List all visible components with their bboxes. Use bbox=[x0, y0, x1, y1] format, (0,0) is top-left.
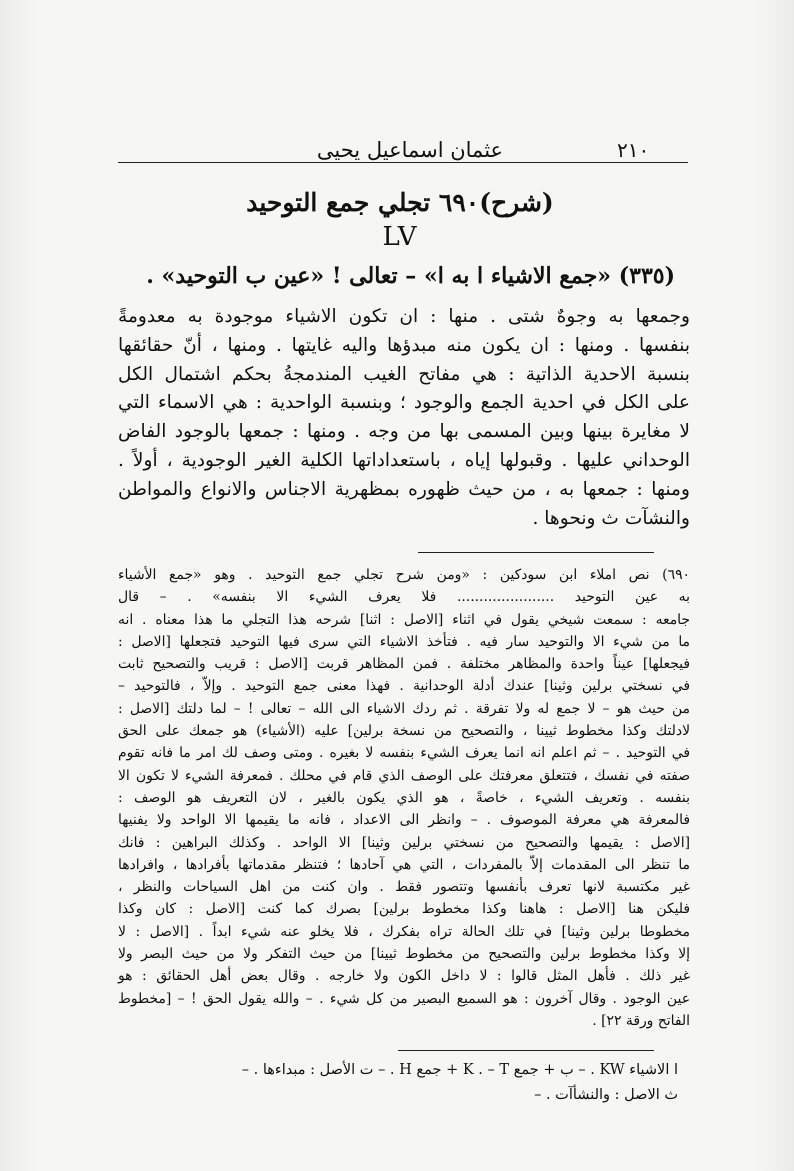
main-line: بنفسها . ومنها : ان يكون منه مبدؤها واليه غايتها . ومنها ، أنّ حقائقها bbox=[118, 334, 690, 356]
footnote-line: بنفسه . وتعريف الشيء ، خاصةً ، هو الذي يكون بالغير ، لان التعريف هو الوصف : bbox=[118, 789, 690, 806]
footnote-line: [الاصل : يقيمها والتصحيح من نسختي برلين وثينا] الا الواحد . وكذلك البراهين : فانك bbox=[118, 834, 690, 851]
section-title: (شرح)٦٩٠ تجلي جمع التوحيد bbox=[246, 188, 554, 217]
main-line: بنسبة الاحدية الذاتية : هي مفاتح الغيب المندمجةُ بحكم اشتمال الكل bbox=[118, 363, 690, 385]
main-line: لا مغايرة بينها وبين المسمى بها من وجه . ومنها : جمعها بالوجود الفاض bbox=[118, 421, 690, 443]
footnote-line: مخطوطا برلين وثينا] في تلك الحالة تراه بفكرك ، فلا يخلو عنه شيء ابداً . [الاصل : لا bbox=[118, 923, 690, 940]
footnote-line: ٦٩٠) نص املاء ابن سودكين : «ومن شرح تجلي جمع التوحيد . وهو «جمع الأشياء bbox=[118, 567, 690, 583]
footnote-line: فليكن هنا [الاصل : هاهنا وكذا مخطوط برلين] بصرك كما كنت [الاصل : كان وكذا bbox=[118, 901, 690, 918]
footnote-line: فالمعرفة هي معرفة الموصوف . – وانظر الى الاعداد ، فانه ما يقيمها الا الواحد ولا يفنيها bbox=[118, 812, 690, 829]
main-line: على الكل في احدية الجمع والوجود ؛ وبنسبة الواحدية : هي الاسماء التي bbox=[118, 392, 690, 414]
apparatus-line: ا الاشياء KW . – ب + جمع K . – T + جمع H . – ت الأصل : مبداءها . – bbox=[241, 1062, 678, 1078]
footnote-line: الفاتح ورقة ٢٢] . bbox=[592, 1012, 690, 1029]
footnote-line: في التوحيد . – ثم اعلم انه انما يعرف الشيء بنفسه لا بغيره . ومتى وصف لك امر ما فانه تقوم bbox=[118, 745, 690, 762]
main-line: وجمعها به وجوهٌ شتى . منها : ان تكون الاشياء موجودة به معدومةً bbox=[118, 306, 690, 327]
entry-heading: (٣٣٥) «جمع الاشياء ا به ا» – تعالى ! «عين ب التوحيد» . bbox=[146, 263, 675, 289]
footnote-line: به عين التوحيد ...................... فلا يعرف الشيء الا بنفسه» . – قال bbox=[118, 589, 690, 606]
footnote-line: عين الوجود . وقال آخرون : هو السميع البصير من كل شيء . – والله يقول الحق ! – [مخطوط bbox=[118, 990, 690, 1007]
footnote-line: ما تنظر الى المقدمات إلاّ بالمفردات ، التي هي آحادها ؛ فتنظر مقدماتها بأفرادها ، وافرادها bbox=[118, 856, 690, 873]
running-head: عثمان اسماعيل يحيى bbox=[316, 138, 504, 162]
footnote-rule bbox=[418, 552, 654, 553]
main-line: والنشآت ث ونحوها . bbox=[532, 507, 690, 529]
footnote-line: إلا وكذا مخطوط برلين والتصحيح من مخطوط ثيينا] من حيث التفكر ولا من حيث البصر ولا bbox=[118, 946, 690, 963]
footnote-line: ما من شيء الا والتوحيد سار فيه . فتأخذ الاشياء التي سرى فيها التوحيد فتجعلها [الاصل : bbox=[118, 633, 690, 650]
main-line: الوحداني عليها . وقبولها إياه ، باستعداداتها الكلية الغير الوجودية ، أولاً . bbox=[118, 449, 690, 471]
header-rule bbox=[118, 162, 688, 163]
footnote-line: صفته في نفسك ، فتتعلق معرفتك على الوصف الذي قام في محلك . فمعرفة الشيء لا تكون الا bbox=[118, 767, 690, 784]
footnote-line: فيجعلها] عيناً واحدة والمظاهر مختلفة . فمن المظاهر قربت [الاصل : قريب والتصحيح ثابت bbox=[118, 656, 690, 673]
footnote-line: غير مكتسبة لانها تعرف بأنفسها وتتصور فقط . وان كنت من اهل السياحات والنظر ، bbox=[118, 879, 690, 896]
main-text bbox=[118, 303, 690, 533]
footnote-line: من حيث هو – لا جمع له ولا تفرقة . ثم ردك الاشياء الى الله – تعالى ! – لما دلتك [الاصل : bbox=[118, 700, 690, 717]
apparatus-line: ث الاصل : والنشأآت . – bbox=[534, 1087, 678, 1103]
page-number: ٢١٠ bbox=[617, 138, 650, 162]
footnote-line: غير ذلك . فأهل المثل قالوا : لا داخل الكون ولا خارجه . وقال بعض أهل الحقائق : هو bbox=[118, 968, 690, 985]
footnote bbox=[118, 564, 690, 1032]
footnote-line: في نسختي برلين وثينا] عندك أدلة الوحدانية . فهذا معنى جمع التوحيد . وإلاّ ، فالتوحيد – bbox=[118, 678, 690, 695]
critical-apparatus bbox=[118, 1058, 678, 1108]
footnote-line: جامعه : سمعت شيخي يقول في اثناء [الاصل : اثنا] شرحه هذا التجلي ما هذا معناه . انه bbox=[118, 611, 690, 628]
main-line: ومنها : جمعها به ، من حيث ظهوره بمظهرية الاجناس والانواع والمواطن bbox=[118, 478, 690, 500]
section-number: LV bbox=[382, 222, 418, 252]
apparatus-rule bbox=[398, 1050, 654, 1051]
footnote-line: لادلتك وكذا مخطوط ثيينا ، والتصحيح من نسخة برلين] عليه (الأشياء) هو جمعك على الحق bbox=[118, 723, 690, 740]
